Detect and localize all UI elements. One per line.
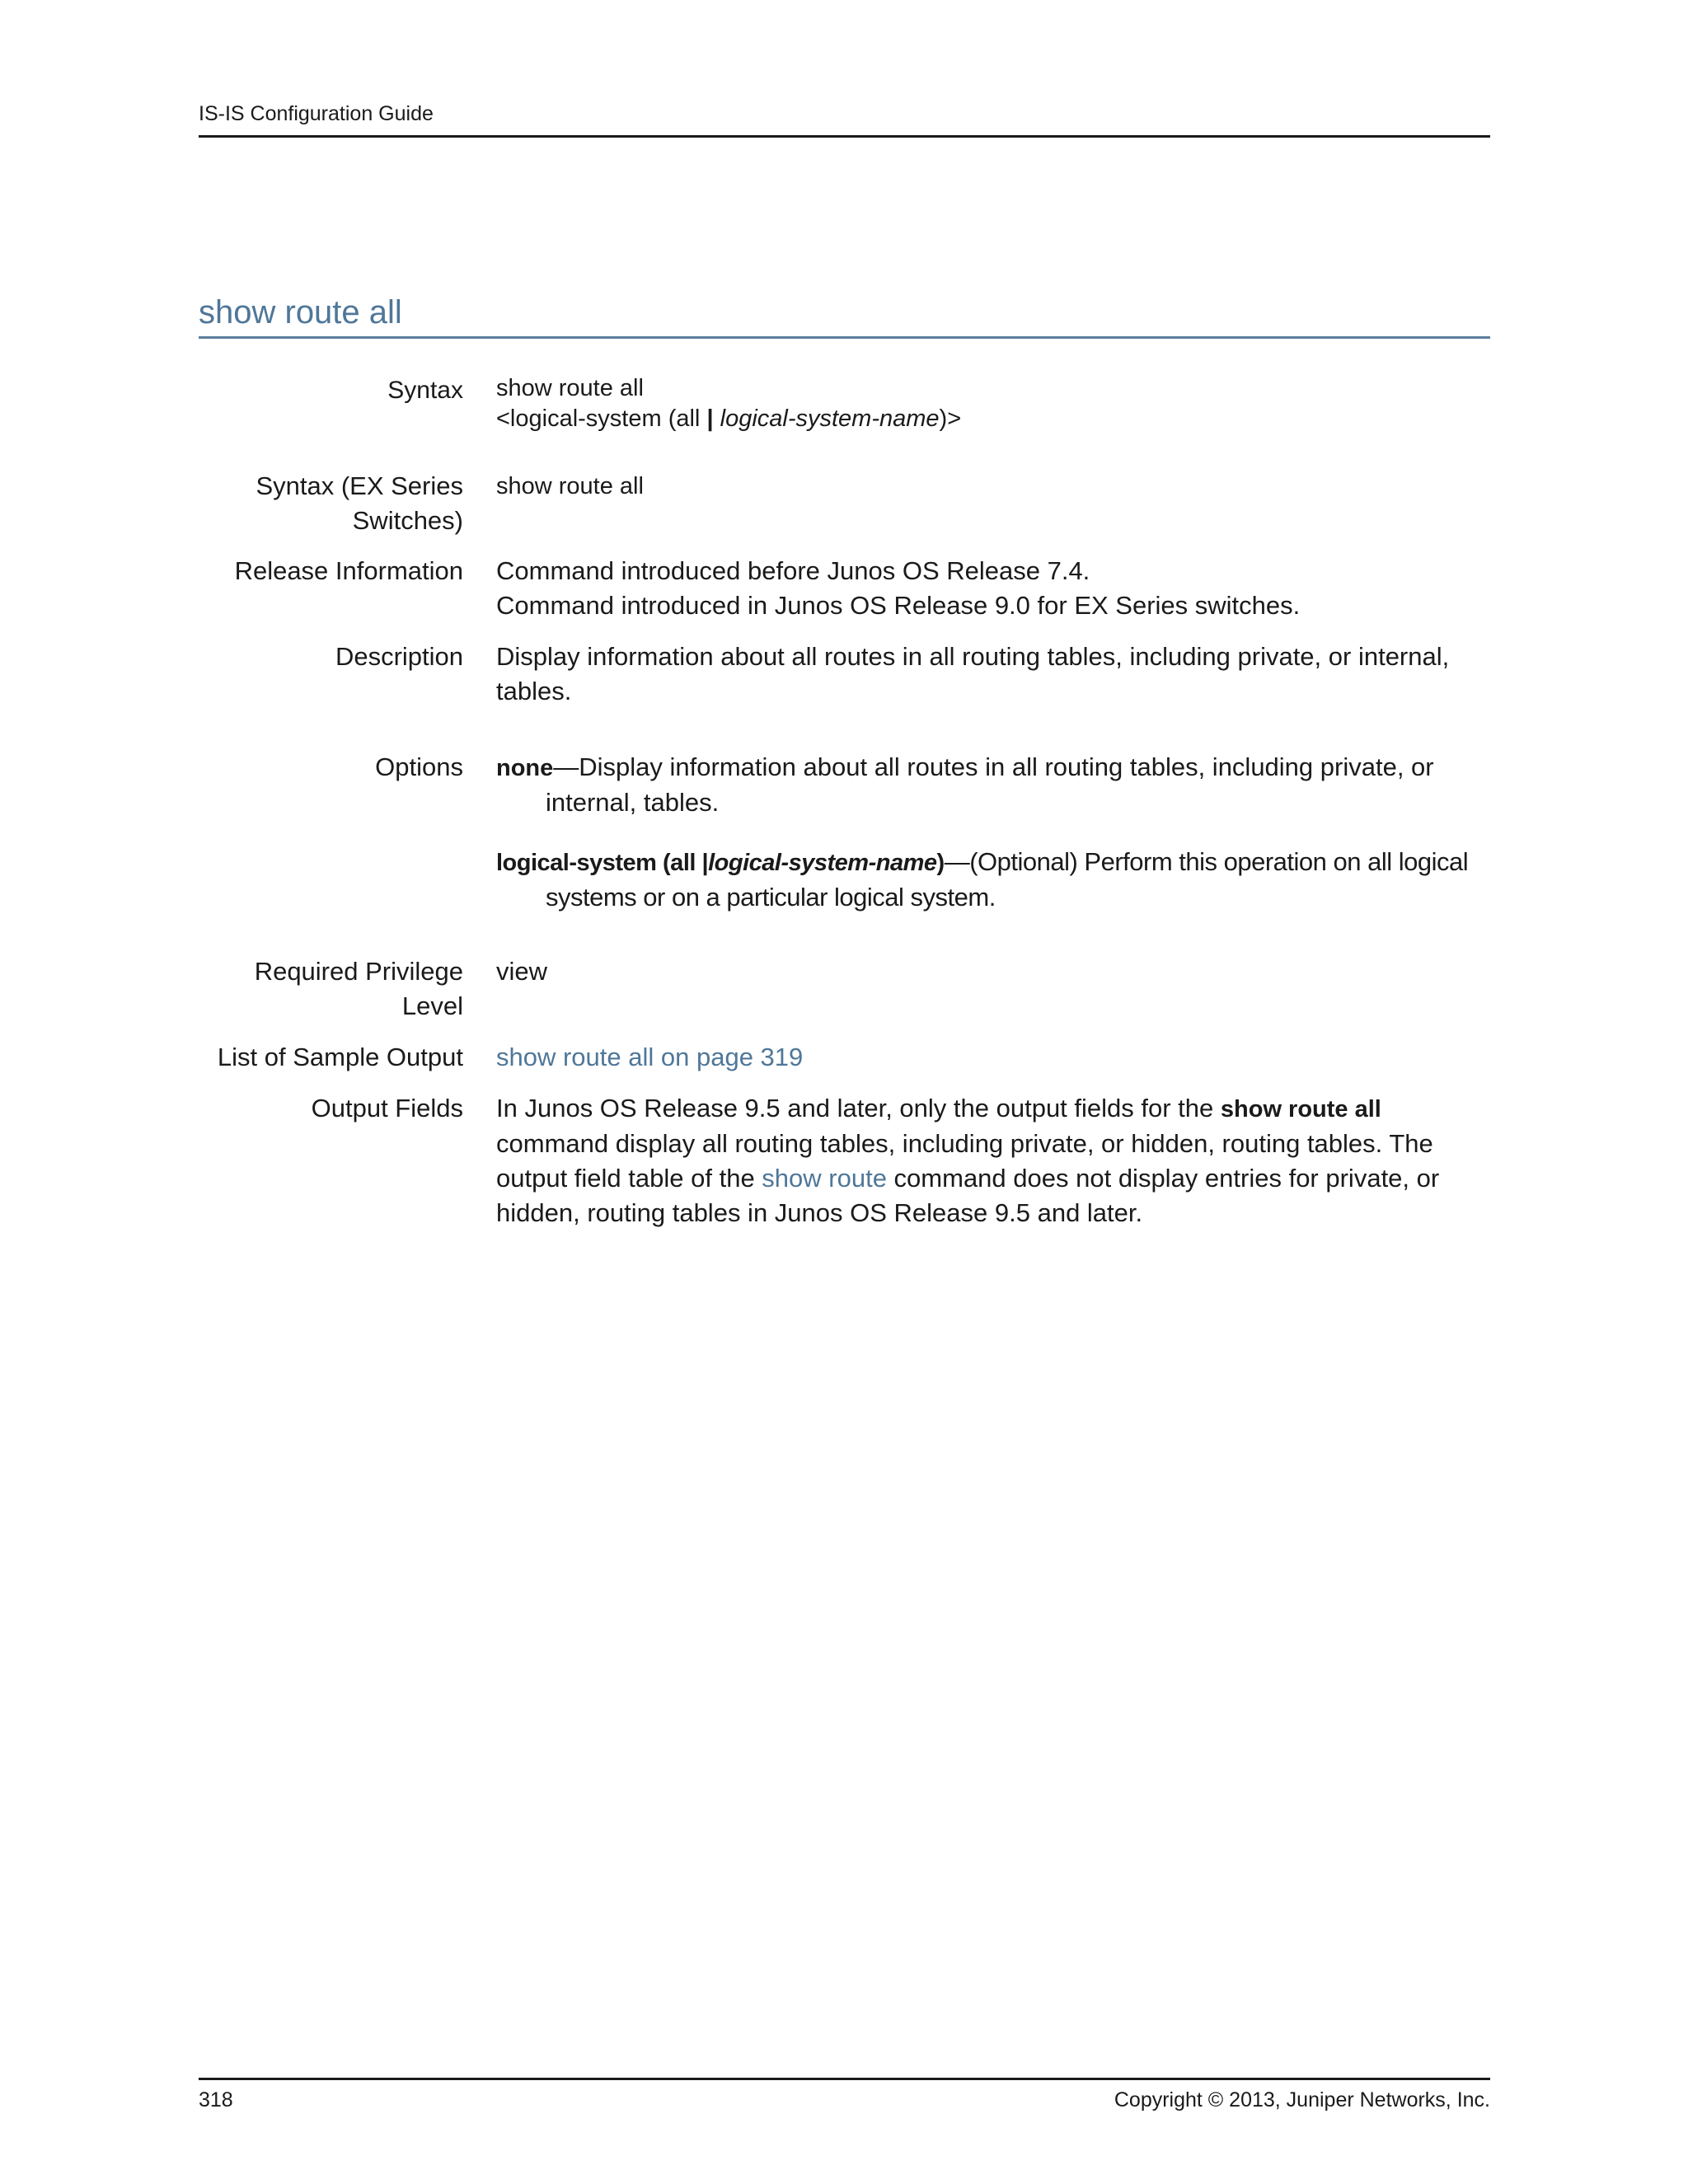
output-fields-row [199,1091,1490,1230]
output-fields-value [496,1091,1490,1230]
syntax-ex-label-line-2: Switches) [352,506,463,535]
option-ls-variable: logical-system-name [708,850,937,876]
release-information-label: Release Information [234,556,463,585]
sample-output-label: List of Sample Output [217,1043,463,1071]
page-title: show route all [199,294,402,330]
option-logical-system-name [496,850,945,876]
output-fields-text-1: In Junos OS Release 9.5 and later, only the output fields for the [496,1094,1221,1122]
reference-content [199,373,1490,1230]
output-fields-command: show route all [1220,1096,1381,1122]
sample-output-link[interactable]: show route all on page 319 [496,1043,804,1071]
privilege-label-line-1: Required Privilege [254,957,463,986]
release-information-line-1: Command introduced before Junos OS Release 7.4. [496,556,1090,585]
release-information-value [496,554,1490,623]
page-number: 318 [199,2088,233,2111]
syntax-ex-value: show route all [496,473,644,499]
syntax-label: Syntax [387,377,463,404]
description-value [496,640,1490,709]
show-route-link[interactable]: show route [762,1164,887,1193]
privilege-value: view [496,957,548,986]
option-logical-system [496,845,1490,915]
syntax-line-1: show route all [496,375,644,401]
option-ls-suffix: ) [936,850,945,876]
option-ls-prefix: logical-system (all [496,850,702,876]
page-footer [199,2078,1490,2113]
sample-output-value [496,1040,1490,1075]
option-logical-system-text: —(Optional) Perform this operation on all logical systems or on a particular logical system. [546,847,1469,912]
option-none-text: —Display information about all routes in all routing tables, including private, or internal, tables. [546,752,1434,817]
privilege-row [199,954,1490,1040]
page-header [199,99,1490,138]
syntax-value [496,373,1490,434]
syntax-line-2-bar: | [706,405,714,432]
syntax-line-2 [496,404,1490,434]
description-line-1: Display information about all routes in all routing tables, including private, or internal, [496,642,1450,671]
output-fields-label: Output Fields [311,1094,463,1122]
privilege-label [199,954,463,1024]
syntax-ex-row [199,469,1490,554]
syntax-ex-label [199,469,463,538]
option-none-name: none [496,755,554,781]
options-value [496,750,1490,915]
release-information-row [199,554,1490,640]
privilege-label-line-2: Level [401,991,463,1020]
release-information-line-2: Command introduced in Junos OS Release 9.0 for EX Series switches. [496,591,1301,620]
options-label: Options [375,752,463,781]
syntax-line-2-variable: logical-system-name [720,405,940,432]
output-fields-text-2: command display all routing tables, including private, or hidden, routing tables. The output field table of the [496,1129,1433,1193]
description-row [199,640,1490,750]
description-line-2: tables. [496,677,572,705]
syntax-line-2-prefix: <logical-system (all [496,405,707,432]
sample-output-row [199,1040,1490,1091]
copyright-notice: Copyright © 2013, Juniper Networks, Inc. [1114,2088,1490,2111]
option-none [496,750,1490,820]
section-title [199,288,1490,339]
syntax-ex-label-line-1: Syntax (EX Series [256,471,463,500]
syntax-row [199,373,1490,469]
options-row [199,750,1490,954]
syntax-line-2-suffix: )> [939,405,962,432]
option-ls-bar: | [701,850,709,876]
description-label: Description [335,642,463,671]
output-fields-text-3: command does not display entries for private, or hidden, routing tables in Junos OS Release 9.5 and later. [496,1164,1440,1227]
guide-title: IS-IS Configuration Guide [199,102,434,125]
